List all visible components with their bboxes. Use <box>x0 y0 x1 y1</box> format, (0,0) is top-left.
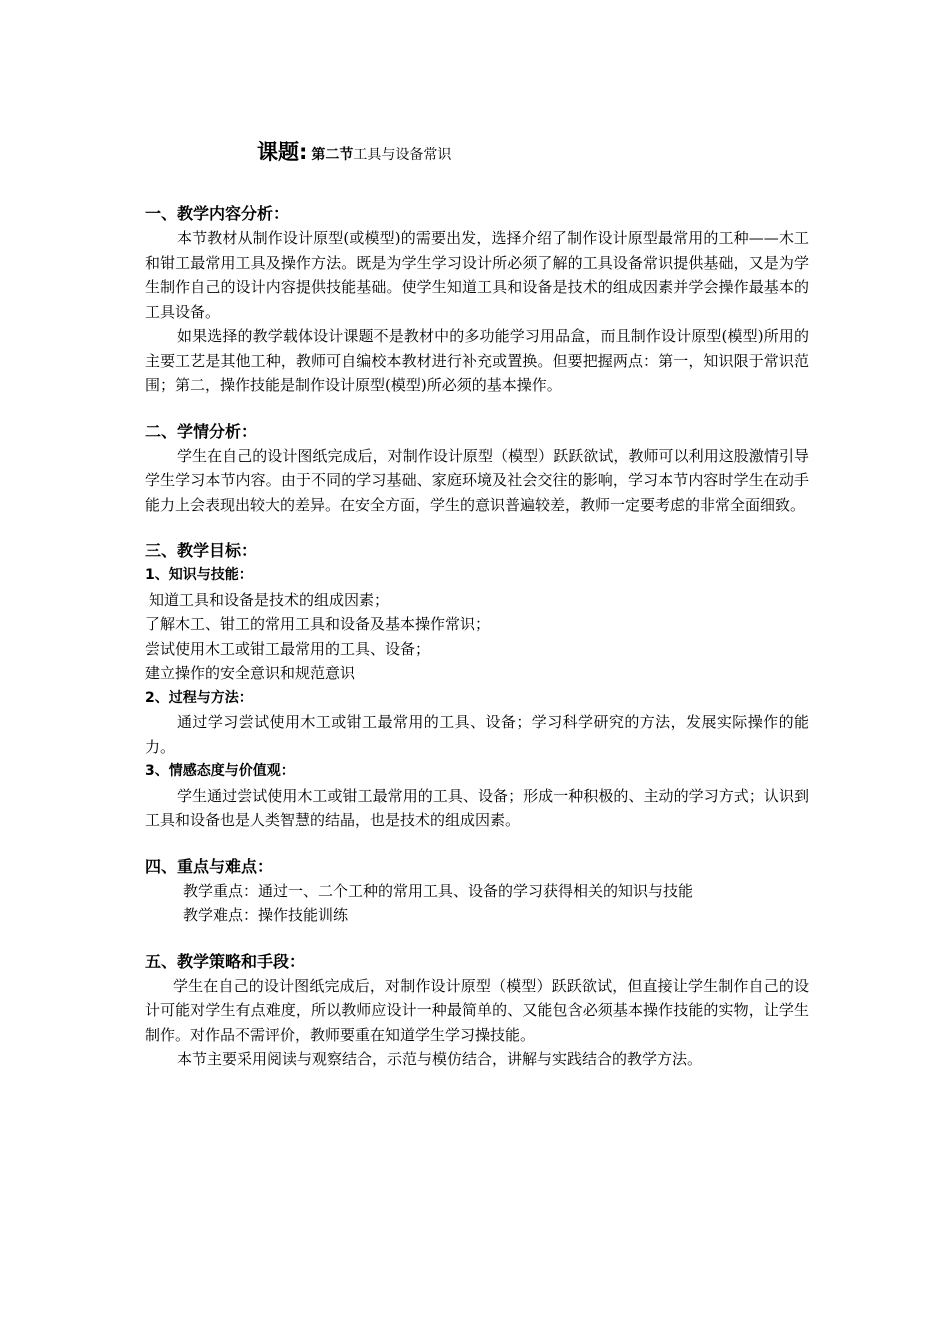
paragraph: 学生通过尝试使用木工或钳工最常用的工具、设备；形成一种积极的、主动的学习方式；认识到工具和设备也是人类智慧的结晶，也是技术的组成因素。 <box>145 786 809 829</box>
section-heading: 四、重点与难点： <box>145 856 274 876</box>
section-student-analysis <box>145 420 809 518</box>
section-key-points <box>145 855 809 928</box>
paragraph: 本节主要采用阅读与观察结合，示范与模仿结合，讲解与实践结合的教学方法。 <box>177 1050 703 1068</box>
section-content-analysis <box>145 202 809 398</box>
paragraph: 本节教材从制作设计原型(或模型)的需要出发，选择介绍了制作设计原型最常用的工种——木工和钳工最常用工具及操作方法。既是为学生学习设计所必须了解的工具设备常识提供基础，又是为学生制作自己的设计内容提供技能基础。使学生知道工具和设备是技术的组成因素并学会操作最基本的工具设备。 <box>145 229 809 321</box>
difficulty-point: 教学难点：操作技能训练 <box>183 906 349 924</box>
paragraph: 如果选择的教学载体设计课题不是教材中的多功能学习用品盒，而且制作设计原型(模型)所用的主要工艺是其他工种，教师可自编校本教材进行补充或置换。但要把握两点：第一，知识限于常识范围；第二，操作技能是制作设计原型(模型)所必须的基本操作。 <box>145 327 809 394</box>
section-heading: 一、教学内容分析： <box>145 204 290 223</box>
section-heading: 二、学情分析： <box>145 421 258 441</box>
goal-item: 建立操作的安全意识和规范意识 <box>145 664 356 682</box>
section-heading: 三、教学目标： <box>145 541 258 560</box>
subheading-process-methods: 2、过程与方法： <box>145 689 253 706</box>
lesson-title <box>145 136 809 172</box>
title-section-number: 第二节 <box>311 147 354 163</box>
title-text: 工具与设备常识 <box>353 147 452 163</box>
goal-item: 尝试使用木工或钳工最常用的工具、设备； <box>145 639 431 658</box>
section-heading: 五、教学策略和手段： <box>145 951 306 971</box>
document-page <box>145 136 809 1072</box>
title-colon: : <box>299 140 308 164</box>
title-label: 课题 <box>257 140 299 164</box>
goal-item: 知道工具和设备是技术的组成因素； <box>149 590 390 609</box>
paragraph: 通过学习尝试使用木工或钳工最常用的工具、设备；学习科学研究的方法，发展实际操作的能力。 <box>145 713 809 756</box>
subheading-knowledge-skills: 1、知识与技能： <box>145 567 253 583</box>
goal-item: 了解木工、钳工的常用工具和设备及基本操作常识； <box>145 615 491 633</box>
paragraph: 学生在自己的设计图纸完成后，对制作设计原型（模型）跃跃欲试，但直接让学生制作自己的设计可能对学生有点难度，所以教师应设计一种最简单的、又能包含必须基本操作技能的实物，让学生制作。对作品不需评价，教师要重在知道学生学习操技能。 <box>145 976 809 1044</box>
section-strategy <box>145 950 809 1072</box>
section-teaching-goals <box>145 539 809 833</box>
paragraph: 学生在自己的设计图纸完成后，对制作设计原型（模型）跃跃欲试，教师可以利用这股激情引导学生学习本节内容。由于不同的学习基础、家庭环境及社会交往的影响，学习本节内容时学生在动手能力上会表现出较大的差异。在安全方面，学生的意识普遍较差，教师一定要考虑的非常全面细致。 <box>145 446 809 514</box>
key-point: 教学重点：通过一、二个工种的常用工具、设备的学习获得相关的知识与技能 <box>183 881 694 900</box>
subheading-attitude-values: 3、情感态度与价值观： <box>145 763 295 779</box>
